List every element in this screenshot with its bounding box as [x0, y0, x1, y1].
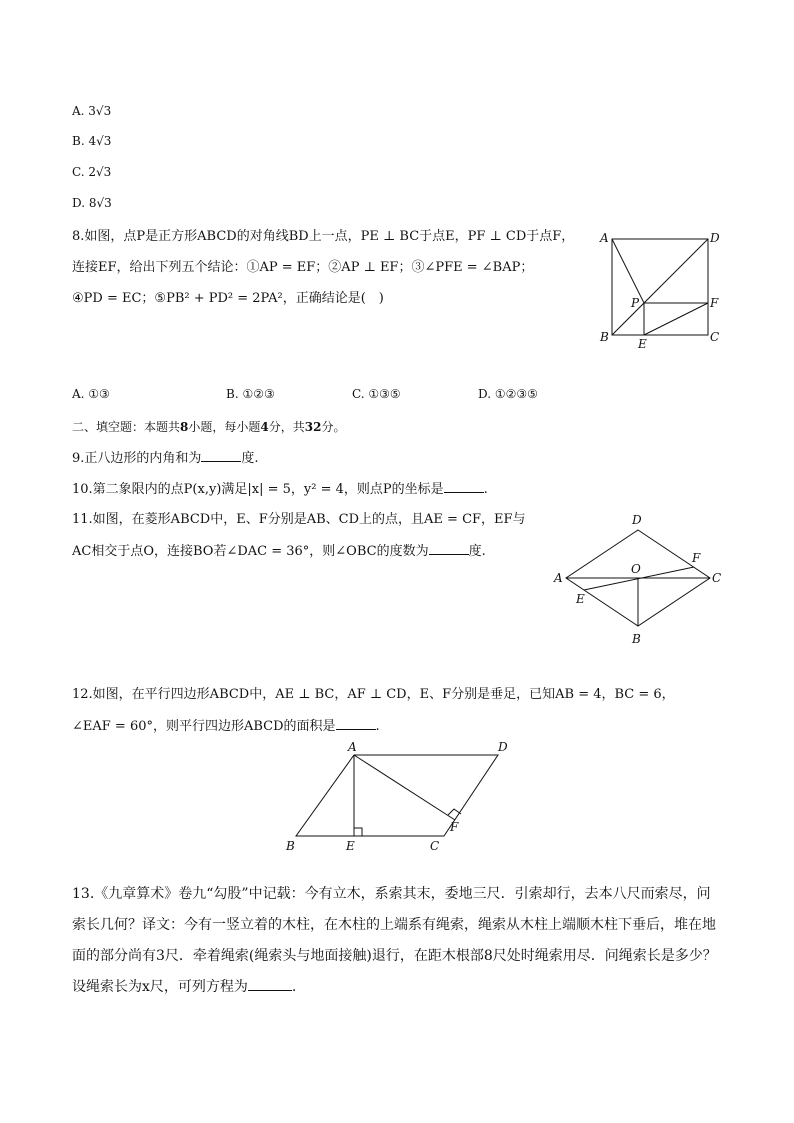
q11-text-after: 度.	[468, 544, 486, 559]
q12-label-f: F	[450, 820, 459, 834]
q10-line	[72, 480, 488, 499]
q12-figure	[280, 738, 520, 856]
q8-label-c: C	[710, 330, 720, 344]
section-2-total: 32	[304, 420, 322, 434]
q8-figure	[596, 226, 728, 354]
q8-label-f: F	[710, 296, 719, 310]
section-2-prefix: 二、填空题：本题共	[72, 420, 181, 434]
q8-option-d: D. ①②③⑤	[478, 387, 538, 401]
q13-line-1: 13.《九章算术》卷九“勾股”中记载：今有立木，系索其末，委地三尺．引索却行，去本八尺而索尽，问	[72, 886, 711, 902]
q13-text-after: .	[291, 979, 297, 995]
q10-text-after: .	[483, 482, 488, 497]
q11-label-e: E	[576, 592, 585, 606]
q12-text: ∠EAF = 60°，则平行四边形ABCD的面积是	[72, 719, 336, 734]
q13-text: 设绳索长为x尺，可列方程为	[72, 979, 248, 995]
q11-line-2	[72, 542, 486, 561]
q11-label-f: F	[692, 551, 701, 565]
q8-option-b: B. ①②③	[226, 387, 275, 401]
q11-label-o: O	[631, 562, 641, 576]
q8-label-e: E	[638, 337, 647, 351]
q11-label-d: D	[632, 513, 642, 527]
q12-text-after: .	[375, 719, 380, 734]
q13-answer-blank[interactable]	[248, 978, 292, 991]
q10-text: 10.第二象限内的点P(x,y)满足|x| = 5，y² = 4，则点P的坐标是	[72, 482, 444, 497]
q11-line-1: 11.如图，在菱形ABCD中，E、F分别是AB、CD上的点，且AE = CF，EF与	[72, 512, 526, 527]
q11-figure	[550, 510, 730, 650]
q8-line-1: 8.如图，点P是正方形ABCD的对角线BD上一点，PE ⊥ BC于点E，PF ⊥ CD于点F，	[72, 229, 575, 244]
q9-answer-blank[interactable]	[201, 449, 241, 462]
q13-line-2: 索长几何？译文：今有一竖立着的木柱，在木柱的上端系有绳索，绳索从木柱上端顺木柱下垂后，堆在地	[72, 917, 716, 933]
q12-line-1: 12.如图，在平行四边形ABCD中，AE ⊥ BC，AF ⊥ CD，E、F分别是垂足，已知AB = 4，BC = 6，	[72, 687, 675, 702]
q8-line-3: ④PD = EC；⑤PB² + PD² = 2PA²，正确结论是( )	[72, 291, 384, 306]
q9-text-after: 度.	[241, 451, 259, 466]
q9-line	[72, 449, 259, 468]
q7-option-b: B. 4√3	[72, 134, 112, 148]
q12-label-a: A	[348, 740, 357, 754]
q12-line-2	[72, 717, 380, 736]
q8-option-c: C. ①③⑤	[352, 387, 401, 401]
q12-answer-blank[interactable]	[336, 717, 376, 730]
section-2-count: 8	[180, 420, 189, 434]
q8-line-2: 连接EF，给出下列五个结论：①AP = EF；②AP ⊥ EF；③∠PFE = ∠BAP；	[72, 260, 534, 275]
section-2-middle: 小题，每小题	[188, 420, 261, 434]
q12-label-e: E	[346, 839, 355, 853]
section-2-points: 4	[260, 420, 269, 434]
q8-option-a: A. ①③	[72, 387, 110, 401]
q11-label-b: B	[632, 632, 641, 646]
q12-label-d: D	[498, 740, 508, 754]
q11-label-c: C	[712, 571, 722, 585]
q11-answer-blank[interactable]	[429, 542, 469, 555]
q7-option-c: C. 2√3	[72, 165, 112, 179]
q12-label-c: C	[430, 839, 440, 853]
q8-label-p: P	[631, 296, 640, 310]
q10-answer-blank[interactable]	[444, 480, 484, 493]
section-2-suffix: 分。	[321, 420, 346, 434]
q12-label-b: B	[286, 839, 295, 853]
q9-text: 9.正八边形的内角和为	[72, 451, 202, 466]
q11-text: AC相交于点O，连接BO若∠DAC = 36°，则∠OBC的度数为	[72, 544, 429, 559]
q8-label-a: A	[600, 231, 609, 245]
q11-label-a: A	[554, 571, 563, 585]
q8-label-b: B	[600, 330, 609, 344]
q8-label-d: D	[710, 231, 720, 245]
section-2-heading	[72, 418, 345, 436]
q13-line-4	[72, 978, 296, 996]
q7-option-d: D. 8√3	[72, 196, 112, 210]
q7-option-a: A. 3√3	[72, 104, 112, 118]
q13-line-3: 面的部分尚有3尺．牵着绳索(绳索头与地面接触)退行，在距木根部8尺处时绳索用尽．问绳索长是多少？	[72, 948, 717, 964]
section-2-middle2: 分，共	[268, 420, 305, 434]
